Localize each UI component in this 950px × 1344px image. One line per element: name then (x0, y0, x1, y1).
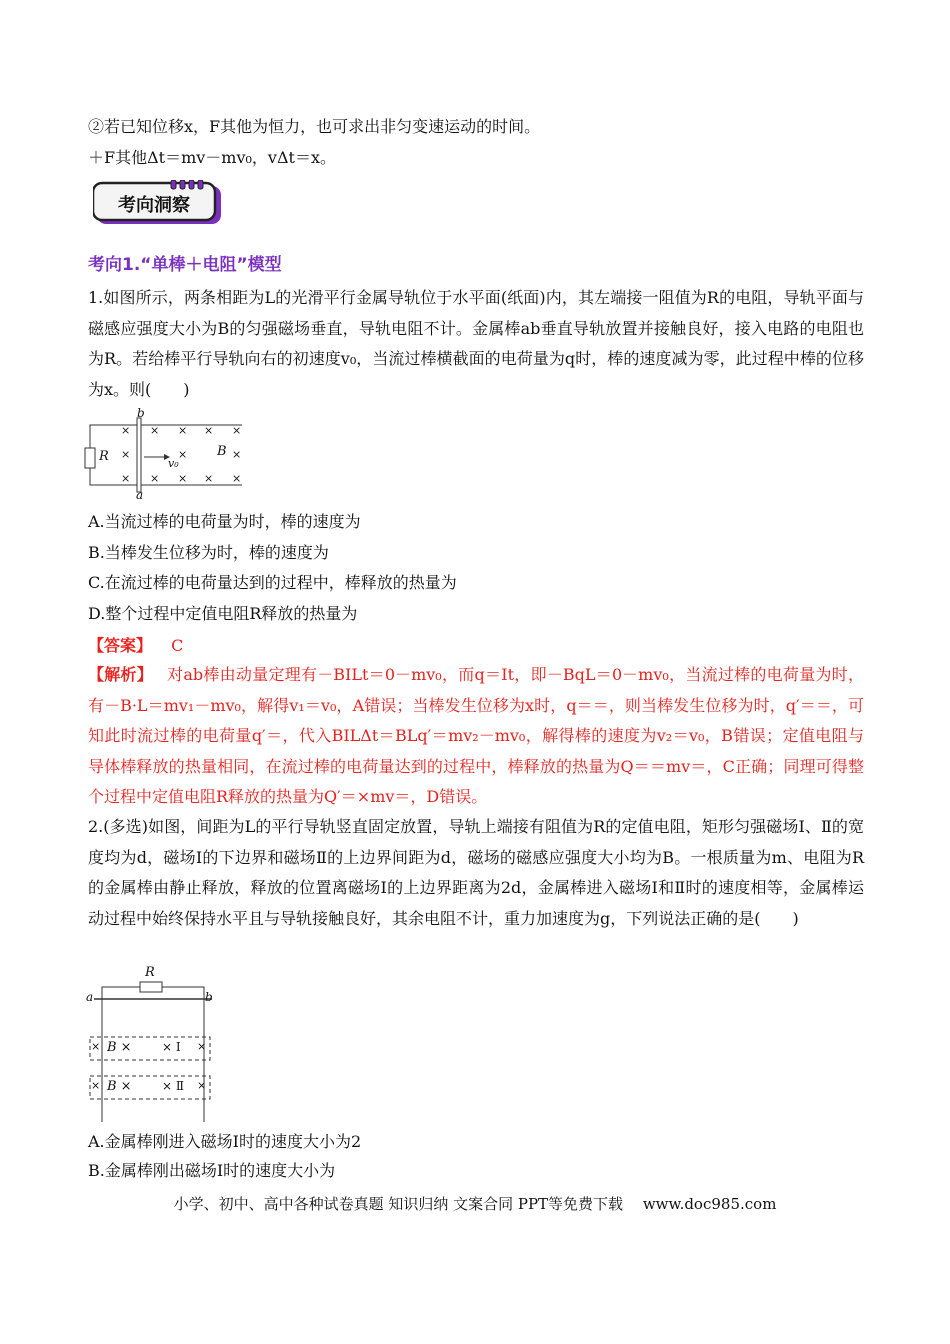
intro-line-2: ＋F其他Δt＝mv－mv₀，vΔt＝x。 (88, 148, 336, 167)
cross-mark: × (91, 1040, 101, 1053)
answer-value: C (171, 636, 184, 655)
section-banner (93, 180, 223, 226)
cross-mark: × (178, 472, 188, 485)
cross-mark: × (204, 472, 214, 485)
cross-mark: × (150, 472, 160, 485)
cross-mark: × (178, 448, 188, 461)
answer-label: 【答案】 (88, 636, 153, 655)
q1-option-b: B.当棒发生位移为时，棒的速度为 (88, 543, 329, 562)
q1-option-a: A.当流过棒的电荷量为时，棒的速度为 (88, 512, 361, 531)
cross-mark: × (232, 448, 242, 461)
q2-label-a: a (86, 990, 94, 1004)
cross-mark: × (121, 424, 131, 437)
cross-mark: × (178, 424, 188, 437)
field-1-name: × Ⅰ (162, 1040, 181, 1054)
page-footer: 小学、初中、高中各种试卷真题 知识归纳 文案合同 PPT等免费下载 www.doc985.com (173, 1195, 777, 1213)
cross-mark: × (91, 1079, 101, 1092)
q1-circuit-diagram (84, 410, 254, 502)
cross-mark: × (197, 1079, 207, 1092)
q1-label-B: B (217, 444, 227, 459)
cross-mark: × (232, 424, 242, 437)
field-2-label: B × (107, 1079, 132, 1094)
q1-option-d: D.整个过程中定值电阻R释放的热量为 (88, 604, 358, 623)
analysis-text: 对ab棒由动量定理有－BILt＝0－mv₀，而q＝It，即－BqL＝0－mv₀，当流过棒的电荷量为时，有－B·L＝mv₁－mv₀，解得v₁＝v₀，A错误；当棒发生位移为x时，q＝＝，则当棒发生位移为时，q′＝＝，可知此时流过棒的电荷量q′＝，代入BILΔt＝BLq′＝mv₂－mv₀，解得棒的速度为v₂＝v₀，B错误；定值电阻与导体棒释放的热量相同，在流过棒的电荷量达到的过程中，棒释放的热量为Q＝＝mv＝，C正确；同理可得整个过程中定值电阻R释放的热量为Q′＝×mv＝，D错误。 (88, 665, 864, 806)
q2-stem: 2.(多选)如图，间距为L的平行导轨竖直固定放置，导轨上端接有阻值为R的定值电阻，矩形匀强磁场Ⅰ、Ⅱ的宽度均为d，磁场Ⅰ的下边界和磁场Ⅱ的上边界间距为d，磁场的磁感应强度大小均为B。一根质量为m、电阻为R的金属棒由静止释放，释放的位置离磁场Ⅰ的上边界距离为2d，金属棒进入磁场Ⅰ和Ⅱ时的速度相等，金属棒运动过程中始终保持水平且与导轨接触良好，其余电阻不计，重力加速度为g，下列说法正确的是( ) (88, 817, 864, 928)
q2-label-b: b (205, 990, 213, 1004)
cross-mark: × (150, 424, 160, 437)
cross-mark: × (232, 472, 242, 485)
q1-stem: 1.如图所示，两条相距为L的光滑平行金属导轨位于水平面(纸面)内，其左端接一阻值为R的电阻，导轨平面与磁感应强度大小为B的匀强磁场垂直，导轨电阻不计。金属棒ab垂直导轨放置并接触良好，接入电路的电阻也为R。若给棒平行导轨向右的初速度v₀，当流过棒横截面的电荷量为q时，棒的速度减为零，此过程中棒的位移为x。则( ) (88, 288, 864, 399)
q1-figure (84, 406, 254, 502)
field-2-name: × Ⅱ (162, 1079, 185, 1093)
cross-mark: × (121, 448, 131, 461)
analysis-label: 【解析】 (88, 665, 154, 684)
q2-figure (84, 964, 224, 1124)
q1-analysis (88, 660, 864, 813)
cross-mark: × (204, 424, 214, 437)
banner-label: 考向洞察 (118, 195, 190, 216)
intro-line-1: ②若已知位移x，F其他为恒力，也可求出非匀变速运动的时间。 (88, 117, 541, 136)
q1-label-R: R (99, 449, 109, 464)
q1-option-c: C.在流过棒的电荷量达到的过程中，棒释放的热量为 (88, 573, 457, 592)
cross-mark: × (197, 1040, 207, 1053)
field-1-label: B × (107, 1040, 132, 1055)
cross-mark: × (121, 472, 131, 485)
q1-label-b: b (137, 406, 145, 420)
section-heading: 考向1.“单棒＋电阻”模型 (88, 255, 282, 275)
q2-option-a: A.金属棒刚进入磁场Ⅰ时的速度大小为2 (88, 1132, 362, 1151)
q1-label-a: a (136, 488, 144, 502)
q1-label-v0: v₀ (168, 457, 179, 470)
q2-label-R: R (145, 965, 155, 980)
q2-option-b: B.金属棒刚出磁场Ⅰ时的速度大小为 (88, 1161, 336, 1180)
q1-answer-line (88, 636, 183, 656)
